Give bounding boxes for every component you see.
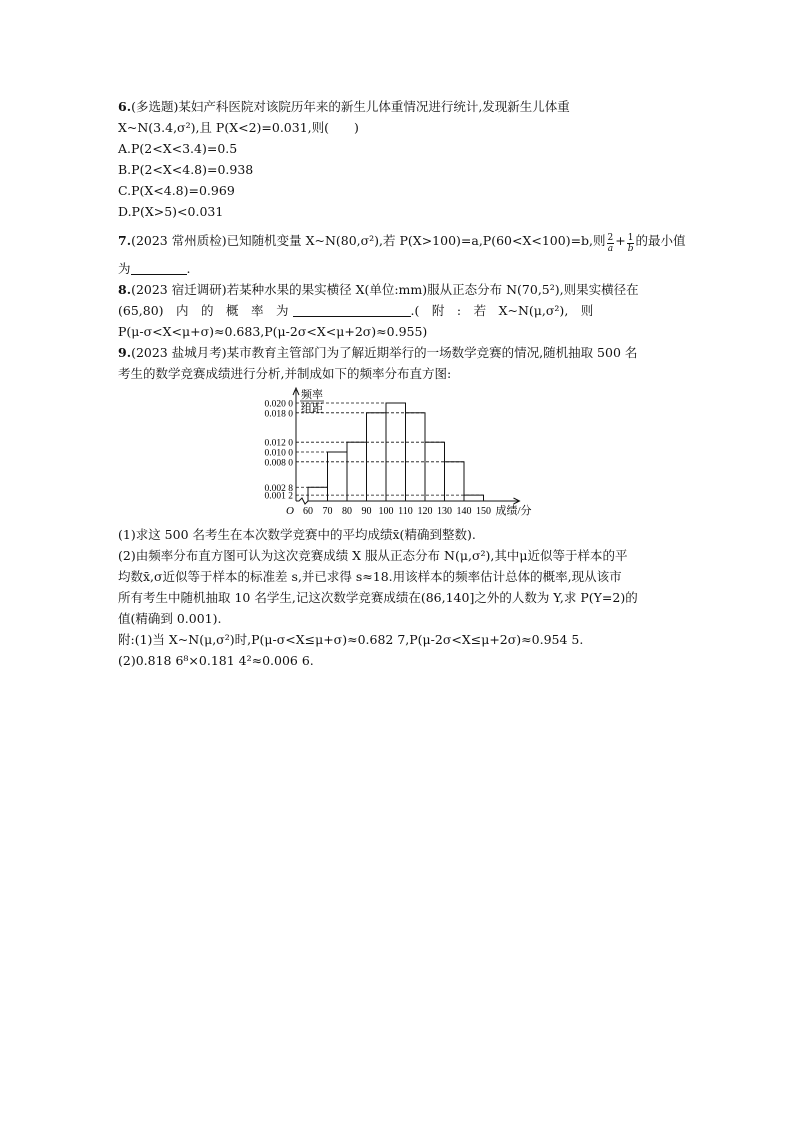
origin-label: O	[286, 505, 294, 517]
q9-sub-2-line-3: 所有考生中随机抽取 10 名学生,记这次数学竞赛成绩在(86,140]之外的人数为 Y,求 P(Y=2)的	[118, 590, 638, 605]
histogram-bar	[308, 487, 328, 501]
q9-text-1: (2023 盐城月考)某市教育主管部门为了解近期举行的一场数学竞赛的情况,随机抽取 500 名	[131, 345, 638, 360]
x-tick-label: 70	[322, 506, 333, 517]
q7-fraction-1-over-b	[627, 233, 635, 254]
q6-option-a: A.P(2<X<3.4)=0.5	[118, 141, 238, 156]
y-tick-label: 0.001 2	[264, 491, 293, 502]
q7-line2-end: .	[186, 261, 191, 276]
q9-sub-1: (1)求这 500 名考生在本次数学竞赛中的平均成绩x̄(精确到整数).	[118, 527, 476, 542]
x-tick-label: 130	[437, 506, 452, 517]
q9-note-2: (2)0.818 6⁸×0.181 4²≈0.006 6.	[118, 653, 314, 668]
histogram-bar	[347, 442, 367, 501]
histogram-bar	[328, 452, 348, 501]
x-tick-label: 150	[476, 506, 491, 517]
q8-answer-blank[interactable]	[293, 302, 411, 317]
q8-text-2a: (65,80) 内 的 概 率 为	[118, 303, 289, 318]
q6-option-c: C.P(X<4.8)=0.969	[118, 183, 235, 198]
q6-option-b: B.P(2<X<4.8)=0.938	[118, 162, 254, 177]
q7-frac2-numerator: 1	[627, 233, 634, 243]
question-9	[118, 342, 678, 671]
q9-line-1	[118, 342, 678, 363]
q9-sub-2-line-2: 均数x̄,σ近似等于样本的标准差 s,并已求得 s≈18.用该样本的频率估计总体的概率,现从该市	[118, 569, 622, 584]
q7-frac2-denominator: b	[627, 244, 634, 254]
q6-stem-1: (多选题)某妇产科医院对该院历年来的新生儿体重情况进行统计,发现新生儿体重	[131, 99, 570, 114]
y-tick-label: 0.010 0	[264, 448, 293, 459]
y-tick-label: 0.020 0	[264, 399, 293, 410]
q9-number: 9.	[118, 345, 132, 360]
q7-number: 7.	[118, 233, 132, 248]
q7-line-1	[118, 228, 686, 254]
y-tick-label: 0.012 0	[264, 438, 293, 449]
q9-note-1: 附:(1)当 X~N(μ,σ²)时,P(μ-σ<X≤μ+σ)≈0.682 7,P(μ-2σ<X≤μ+2σ)≈0.954 5.	[118, 632, 584, 647]
y-axis-label-top: 频率	[301, 389, 323, 401]
q7-text-b: 的最小值	[635, 233, 686, 248]
q8-text-2b: .( 附 : 若 X~N(μ,σ²), 则	[410, 303, 594, 318]
y-tick-label: 0.008 0	[264, 458, 293, 469]
q7-line2-text: 为	[118, 261, 131, 276]
histogram-bar	[386, 403, 406, 501]
histogram-svg	[118, 384, 678, 524]
x-tick-label: 140	[456, 506, 472, 517]
question-7	[118, 228, 686, 279]
q7-answer-blank[interactable]	[131, 260, 187, 275]
q6-stem-2: X~N(3.4,σ²),且 P(X<2)=0.031,则( )	[118, 120, 359, 135]
x-tick-label: 80	[342, 506, 352, 517]
q7-line-2	[118, 258, 678, 279]
x-tick-label: 60	[303, 506, 313, 517]
q7-plus: +	[615, 233, 626, 248]
q6-option-d: D.P(X>5)<0.031	[118, 204, 224, 219]
histogram-bar	[425, 442, 445, 501]
q7-fraction-2-over-a	[607, 233, 615, 254]
q8-line-3: P(μ-σ<X<μ+σ)≈0.683,P(μ-2σ<X<μ+2σ)≈0.955)	[118, 324, 428, 339]
q6-number: 6.	[118, 99, 132, 114]
x-tick-label: 90	[361, 506, 372, 517]
q9-line-2: 考生的数学竞赛成绩进行分析,并制成如下的频率分布直方图:	[118, 366, 452, 381]
histogram-bar	[406, 413, 426, 501]
histogram-bar	[464, 495, 484, 501]
x-axis-label: 成绩/分	[495, 505, 532, 517]
document-page	[118, 96, 686, 671]
x-tick-label: 110	[398, 506, 413, 517]
frequency-histogram	[118, 384, 678, 524]
q7-frac1-numerator: 2	[607, 233, 614, 243]
y-axis-label-bottom: 组距	[301, 403, 323, 415]
x-tick-label: 120	[417, 506, 433, 517]
q9-sub-2-line-4: 值(精确到 0.001).	[118, 611, 222, 626]
q8-line-2	[118, 300, 678, 321]
histogram-bar	[367, 413, 387, 501]
question-8	[118, 279, 678, 342]
q8-line-1	[118, 279, 678, 300]
y-tick-label: 0.018 0	[264, 409, 293, 420]
q9-sub-2-line-1: (2)由频率分布直方图可认为这次竞赛成绩 X 服从正态分布 N(μ,σ²),其中μ近似等于样本的平	[118, 548, 628, 563]
question-6	[118, 96, 678, 222]
q8-text-1: (2023 宿迁调研)若某种水果的果实横径 X(单位:mm)服从正态分布 N(70,5²),则果实横径在	[131, 282, 639, 297]
q8-number: 8.	[118, 282, 132, 297]
x-tick-label: 100	[378, 506, 394, 517]
q7-text-a: (2023 常州质检)已知随机变量 X~N(80,σ²),若 P(X>100)=a,P(60<X<100)=b,则	[131, 233, 606, 248]
q6-stem-line-1	[118, 96, 678, 117]
q7-frac1-denominator: a	[607, 244, 614, 254]
y-tick-label: 0.002 8	[264, 483, 293, 494]
